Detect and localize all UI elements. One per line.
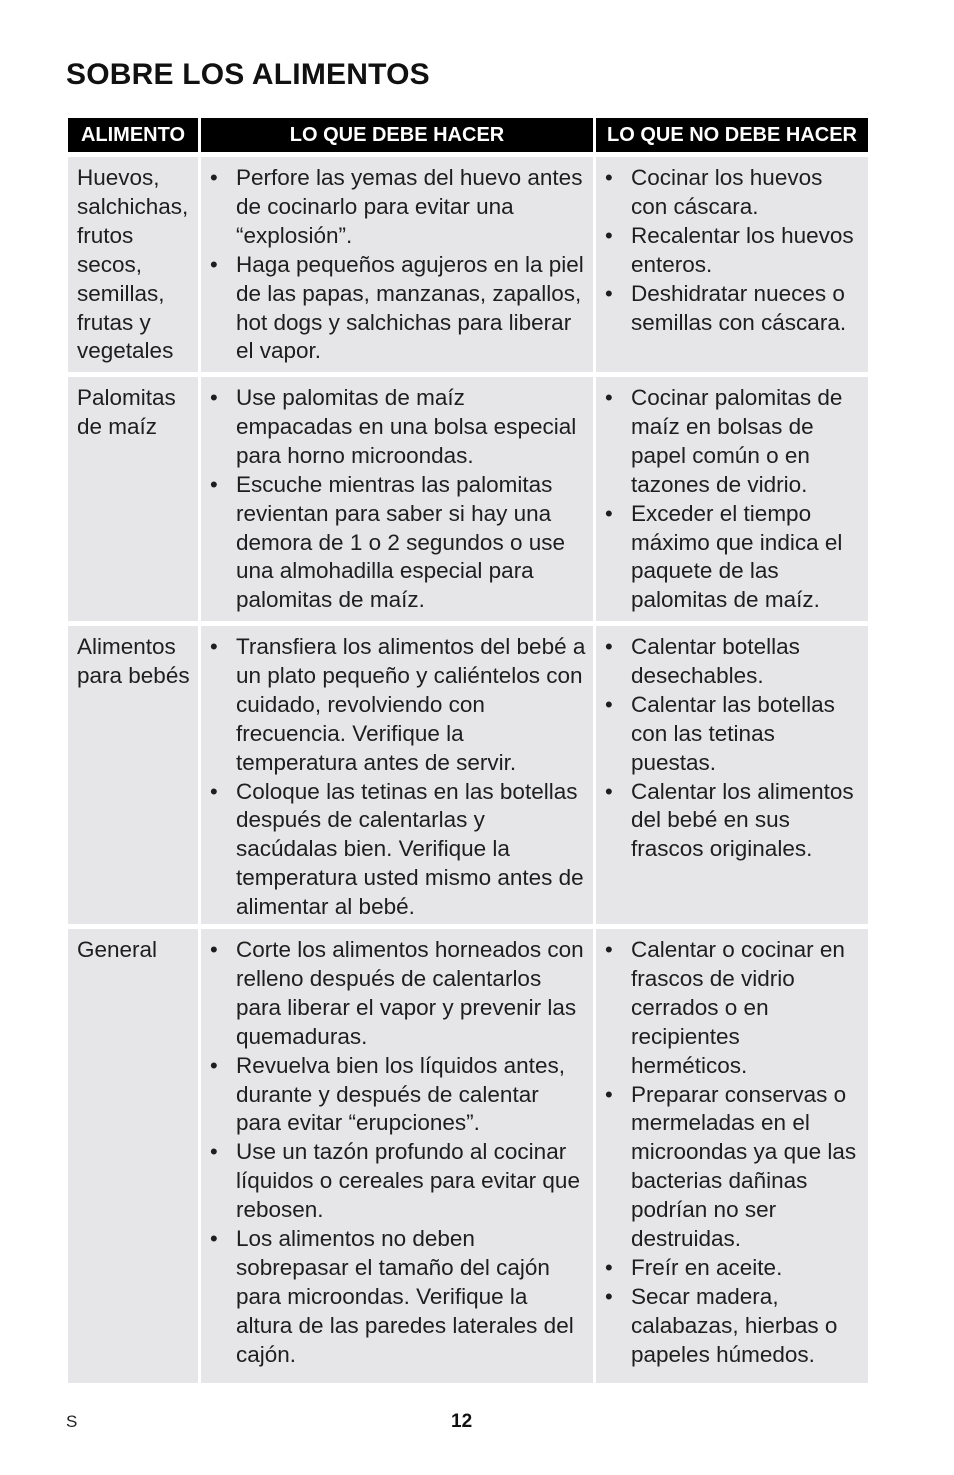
dont-item: • Calentar las botellas con las tetinas puestas. [605,691,862,778]
dont-item: • Cocinar palomitas de maíz en bolsas de papel común o en tazones de vidrio. [605,384,862,500]
food-cell: Palomitas de maíz [68,377,198,621]
food-cell: Alimentos para bebés [68,626,198,924]
do-item: • Perfore las yemas del huevo antes de cocinarlo para evitar una “explosión”. [210,164,587,251]
dont-cell [596,157,868,372]
dont-item: • Exceder el tiempo máximo que indica el paquete de las palomitas de maíz. [605,500,862,616]
food-cell: General [68,929,198,1383]
do-item: • Coloque las tetinas en las botellas después de calentarlas y sacúdalas bien. Verifique la temperatura usted mismo antes de alimentar al bebé. [210,778,587,923]
header-do: LO QUE DEBE HACER [201,118,593,152]
do-item: • Escuche mientras las palomitas revientan para saber si hay una demora de 1 o 2 segundos o use una almohadilla especial para palomitas de maíz. [210,471,587,616]
page-number: 12 [451,1411,473,1432]
do-item: • Use un tazón profundo al cocinar líquidos o cereales para evitar que rebosen. [210,1138,587,1225]
dont-item: • Freír en aceite. [605,1254,862,1283]
dont-cell [596,626,868,924]
footer-language-code: S [66,1412,78,1431]
header-dont: LO QUE NO DEBE HACER [596,118,868,152]
do-item: • Los alimentos no deben sobrepasar el tamaño del cajón para microondas. Verifique la altura de las paredes laterales del cajón. [210,1225,587,1370]
do-cell [201,157,593,372]
dont-item: • Deshidratar nueces o semillas con cáscara. [605,280,862,338]
food-table [68,118,868,1383]
do-cell [201,626,593,924]
dont-item: • Calentar o cocinar en frascos de vidrio cerrados o en recipientes herméticos. [605,936,862,1081]
do-item: • Revuelva bien los líquidos antes, durante y después de calentar para evitar “erupciones”. [210,1052,587,1139]
food-cell: Huevos, salchichas, frutos secos, semillas, frutas y vegetales [68,157,198,372]
dont-item: • Secar madera, calabazas, hierbas o papeles húmedos. [605,1283,862,1370]
dont-item: • Calentar botellas desechables. [605,633,862,691]
dont-item: • Recalentar los huevos enteros. [605,222,862,280]
do-cell [201,929,593,1383]
do-item: • Use palomitas de maíz empacadas en una bolsa especial para horno microondas. [210,384,587,471]
dont-item: • Calentar los alimentos del bebé en sus frascos originales. [605,778,862,865]
page-title: SOBRE LOS ALIMENTOS [66,58,430,91]
do-cell [201,377,593,621]
do-item: • Haga pequeños agujeros en la piel de las papas, manzanas, zapallos, hot dogs y salchichas para liberar el vapor. [210,251,587,367]
dont-item: • Cocinar los huevos con cáscara. [605,164,862,222]
do-item: • Transfiera los alimentos del bebé a un plato pequeño y caliéntelos con cuidado, revolviendo con frecuencia. Verifique la temperatura antes de servir. [210,633,587,778]
dont-cell [596,377,868,621]
header-food: ALIMENTO [68,118,198,152]
dont-item: • Preparar conservas o mermeladas en el microondas ya que las bacterias dañinas podrían no ser destruidas. [605,1081,862,1254]
dont-cell [596,929,868,1383]
do-item: • Corte los alimentos horneados con relleno después de calentarlos para liberar el vapor y prevenir las quemaduras. [210,936,587,1052]
